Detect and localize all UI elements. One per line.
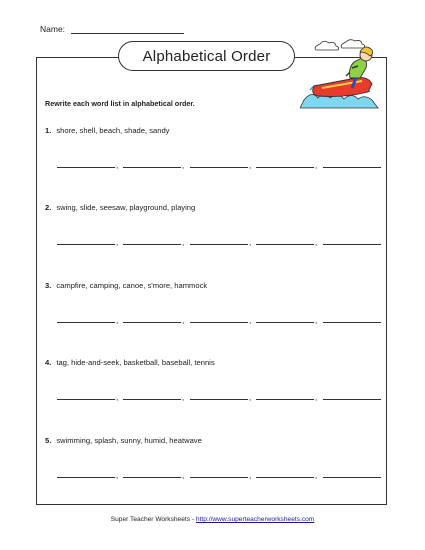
answer-blank[interactable]	[123, 234, 181, 245]
name-label: Name:	[40, 24, 66, 34]
answer-blank[interactable]	[123, 389, 181, 400]
comma-separator: ,	[315, 393, 318, 402]
answer-blank[interactable]	[256, 312, 314, 323]
name-field[interactable]	[71, 24, 184, 34]
comma-separator: ,	[182, 161, 185, 170]
answer-blank[interactable]	[256, 467, 314, 478]
question-number: 1.	[45, 126, 52, 135]
question-number: 2.	[45, 203, 52, 212]
question-word-list: swimming, splash, sunny, humid, heatwave	[56, 436, 202, 445]
answer-blank[interactable]	[190, 389, 248, 400]
answer-blank[interactable]	[57, 467, 115, 478]
answer-blank[interactable]	[323, 467, 381, 478]
answer-blank[interactable]	[57, 389, 115, 400]
answer-blank[interactable]	[190, 157, 248, 168]
comma-separator: ,	[315, 238, 318, 247]
question-word-list: campfire, camping, canoe, s'more, hammock	[56, 281, 208, 290]
answer-blank[interactable]	[190, 312, 248, 323]
comma-separator: ,	[116, 316, 119, 325]
answer-row-4	[57, 389, 381, 401]
answer-blank[interactable]	[256, 234, 314, 245]
answer-blank[interactable]	[123, 467, 181, 478]
question-number: 3.	[45, 281, 52, 290]
answer-blank[interactable]	[190, 467, 248, 478]
answer-blank[interactable]	[123, 157, 181, 168]
comma-separator: ,	[116, 393, 119, 402]
answer-blank[interactable]	[57, 157, 115, 168]
comma-separator: ,	[116, 161, 119, 170]
question-1	[45, 126, 169, 135]
question-word-list: shore, shell, beach, shade, sandy	[56, 126, 170, 135]
comma-separator: ,	[182, 471, 185, 480]
answer-blank[interactable]	[190, 234, 248, 245]
question-number: 4.	[45, 358, 52, 367]
answer-row-3	[57, 312, 381, 324]
comma-separator: ,	[116, 471, 119, 480]
comma-separator: ,	[315, 161, 318, 170]
footer-separator: -	[191, 516, 195, 523]
answer-blank[interactable]	[323, 312, 381, 323]
answer-row-2	[57, 234, 381, 246]
comma-separator: ,	[249, 316, 252, 325]
page-title-text: Alphabetical Order	[142, 47, 271, 65]
footer	[0, 516, 425, 523]
jet-ski-rider-illustration	[300, 38, 385, 110]
comma-separator: ,	[249, 471, 252, 480]
comma-separator: ,	[182, 393, 185, 402]
question-word-list: swing, slide, seesaw, playground, playing	[56, 203, 196, 212]
answer-row-5	[57, 467, 381, 479]
question-2	[45, 203, 195, 212]
footer-link[interactable]: http://www.superteacherworksheets.com	[195, 516, 315, 523]
answer-blank[interactable]	[57, 234, 115, 245]
name-row	[40, 24, 184, 34]
question-number: 5.	[45, 436, 52, 445]
question-3	[45, 281, 207, 290]
answer-blank[interactable]	[256, 157, 314, 168]
answer-row-1	[57, 157, 381, 169]
question-4	[45, 358, 215, 367]
page-title	[118, 41, 295, 71]
comma-separator: ,	[315, 316, 318, 325]
comma-separator: ,	[182, 316, 185, 325]
answer-blank[interactable]	[123, 312, 181, 323]
answer-blank[interactable]	[256, 389, 314, 400]
comma-separator: ,	[249, 238, 252, 247]
answer-blank[interactable]	[323, 234, 381, 245]
instructions: Rewrite each word list in alphabetical order.	[45, 99, 195, 108]
question-word-list: tag, hide-and-seek, basketball, baseball, tennis	[56, 358, 215, 367]
footer-site-name: Super Teacher Worksheets	[110, 516, 191, 523]
answer-blank[interactable]	[57, 312, 115, 323]
comma-separator: ,	[182, 238, 185, 247]
question-5	[45, 436, 202, 445]
answer-blank[interactable]	[323, 389, 381, 400]
comma-separator: ,	[249, 161, 252, 170]
answer-blank[interactable]	[323, 157, 381, 168]
comma-separator: ,	[249, 393, 252, 402]
comma-separator: ,	[116, 238, 119, 247]
comma-separator: ,	[315, 471, 318, 480]
